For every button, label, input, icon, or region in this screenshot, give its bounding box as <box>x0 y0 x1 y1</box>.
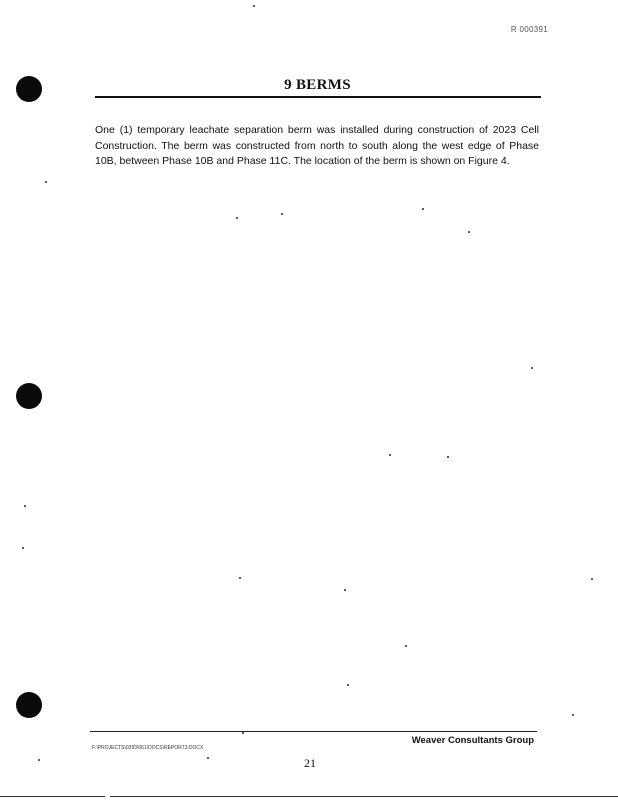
footer-file-path: F:\PROJECTS\0393\061\DOCS\REPORT3.DOCX <box>92 745 204 751</box>
scan-speck <box>38 759 40 761</box>
body-paragraph: One (1) temporary leachate separation berm was installed during construction of 2023 Cell Construction. The berm was constructed from north to south along the west edge of Phase 10B, between Phase 10B and Phase 11C. The location of the berm is shown on Figure 4. <box>95 124 539 167</box>
scan-speck <box>22 547 24 549</box>
scan-speck <box>242 732 244 734</box>
punch-hole-middle <box>16 383 42 409</box>
scan-edge-line-right <box>110 796 618 797</box>
scan-speck <box>24 505 26 507</box>
scan-edge-line-left <box>0 796 105 797</box>
scan-speck <box>591 578 593 580</box>
page-number: 21 <box>304 756 316 770</box>
scan-speck <box>344 589 346 591</box>
scan-speck <box>239 577 241 579</box>
scan-speck <box>389 454 391 456</box>
scan-speck <box>468 231 470 233</box>
scan-speck <box>405 645 407 647</box>
scan-speck <box>281 213 283 215</box>
footer-divider <box>90 731 537 732</box>
scan-speck <box>347 684 349 686</box>
scan-speck <box>531 367 533 369</box>
scan-speck <box>45 181 47 183</box>
scan-speck <box>447 456 449 458</box>
scan-speck <box>253 5 255 7</box>
scan-speck <box>207 757 209 759</box>
punch-hole-bottom <box>16 692 42 718</box>
bates-stamp: R 000391 <box>510 25 548 34</box>
punch-hole-top <box>16 76 42 102</box>
scan-speck <box>572 714 574 716</box>
scan-speck <box>422 208 424 210</box>
scan-speck <box>236 217 238 219</box>
footer-company-name: Weaver Consultants Group <box>411 735 534 746</box>
heading-underline <box>95 96 541 98</box>
section-heading: 9 BERMS <box>284 77 351 93</box>
